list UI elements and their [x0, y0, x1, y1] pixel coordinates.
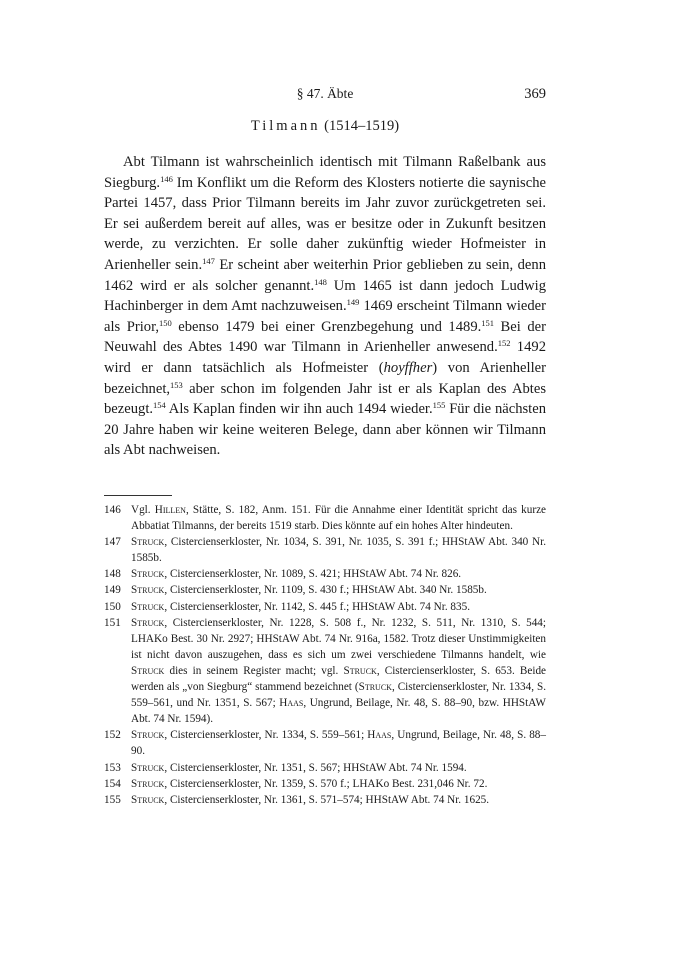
running-head-title: § 47. Äbte — [296, 86, 354, 101]
section-heading-name: Tilmann — [250, 118, 321, 134]
page-number: 369 — [524, 86, 546, 102]
body-text-run: Er scheint aber weiterhin Prior geblieben zu sein, denn 1462 wird er als solcher genannt. — [104, 256, 546, 294]
footnote-text: Struck, Cistercienserkloster, Nr. 1334, S. 559–561; Haas, Ungrund, Beilage, Nr. 48, S. 88–90. — [131, 729, 546, 758]
footnote-number: 146 — [104, 504, 121, 516]
body-text-run: 1492 wird er dann tatsächlich als Hofmeister ( — [104, 339, 546, 376]
footnote-ref[interactable]: 146 — [160, 173, 173, 184]
body-text-run: 1469 erscheint Tilmann wieder als Prior, — [104, 298, 546, 335]
body-text-run: aber schon im folgenden Jahr ist er als Kaplan des Abtes bezeugt. — [104, 380, 546, 418]
body-text-run: Abt Tilmann ist wahrscheinlich identisch mit Tilmann Raßelbank aus Siegburg. — [104, 154, 546, 191]
footnote — [104, 615, 546, 728]
body-text — [104, 152, 546, 461]
footnote — [104, 776, 546, 792]
footnote-number: 154 — [104, 777, 121, 790]
footnote-ref[interactable]: 148 — [314, 276, 327, 287]
footnote-ref[interactable]: 147 — [202, 255, 215, 266]
body-paragraph — [104, 152, 546, 461]
footnote-ref[interactable]: 154 — [153, 400, 166, 411]
footnote-text: Struck, Cistercienserkloster, Nr. 1142, S. 445 f.; HHStAW Abt. 74 Nr. 835. — [131, 600, 471, 613]
footnote-number: 153 — [104, 761, 121, 774]
body-text-run: Für die nächsten 20 Jahre haben wir keine weiteren Belege, dann aber können wir Tilmann als Abt nachweisen. — [104, 401, 546, 459]
footnote-number: 149 — [104, 584, 121, 597]
footnote-ref[interactable]: 153 — [170, 379, 183, 390]
footnote-number: 151 — [104, 616, 121, 629]
body-text-italic: hoyffher — [383, 359, 433, 376]
footnote-text: Struck, Cistercienserkloster, Nr. 1359, S. 570 f.; LHAKo Best. 231,046 Nr. 72. — [131, 777, 488, 790]
footnote-text: Struck, Cistercienserkloster, Nr. 1228, S. 508 f., Nr. 1232, S. 511, Nr. 1310, S. 544; LHAKo Best. 30 Nr. 2927; HHStAW Abt. 74 Nr. 916a, 1582. Trotz dieser Unstimmigkeiten ist nicht davon auszugehen, dass es sich um zwei verschiedene Tilmanns handelt, wie Struck dies in seinem Register macht; vgl. Struck, Cistercienserkloster, S. 653. Beide werden als „von Siegburg“ stammend bezeichnet (Struck, Cistercienserkloster, Nr. 1334, S. 559–561, und Nr. 1351, S. 567; Haas, Ungrund, Beilage, Nr. 48, S. 88–90, bzw. HHStAW Abt. 74 Nr. 1594). — [131, 616, 547, 726]
footnote-divider — [104, 495, 172, 496]
footnote — [104, 727, 546, 759]
footnote — [104, 502, 546, 534]
footnote-text: Struck, Cistercienserkloster, Nr. 1034, S. 391, Nr. 1035, S. 391 f.; HHStAW Abt. 340 Nr. 1585b. — [131, 536, 546, 565]
footnote-text: Vgl. Hillen, Stätte, S. 182, Anm. 151. Für die Annahme einer Identität spricht das kurze Abbatiat Tilmanns, der bereits 1519 starb. Dies könnte auf ein hohes Alter hindeuten. — [131, 504, 547, 533]
footnote-number: 148 — [104, 568, 121, 581]
footnote-number: 150 — [104, 600, 121, 613]
footnote-ref[interactable]: 155 — [432, 400, 446, 411]
body-text-run: ) von Arienheller bezeichnet, — [104, 359, 546, 397]
body-text-run: Bei der Neuwahl des Abtes 1490 war Tilmann in Arienheller anwesend. — [104, 318, 546, 356]
footnote-ref[interactable]: 151 — [481, 317, 495, 328]
body-text-run: Als Kaplan finden wir ihn auch 1494 wieder. — [165, 401, 433, 418]
footnote — [104, 792, 546, 808]
body-text-run: Im Konflikt um die Reform des Klosters notierte die saynische Partei 1457, dass Prior Tilmann bereits im Jahr zuvor zurückgetreten sei. Er sei außerdem bereit auf alles, was er besitze oder in Zukunft besitzen werde, zu verzichten. Er solle daher zukünftig wieder Hofmeister in Arienheller sein. — [104, 174, 546, 273]
footnote-number: 152 — [104, 729, 121, 742]
footnote — [104, 582, 546, 598]
footnote — [104, 760, 546, 776]
footnote-ref[interactable]: 152 — [497, 338, 511, 349]
footnote-text: Struck, Cistercienserkloster, Nr. 1351, S. 567; HHStAW Abt. 74 Nr. 1594. — [131, 761, 467, 774]
footnote-number: 147 — [104, 536, 121, 549]
footnote — [104, 534, 546, 566]
footnote-ref[interactable]: 149 — [346, 297, 360, 308]
footnote-text: Struck, Cistercienserkloster, Nr. 1109, S. 430 f.; HHStAW Abt. 340 Nr. 1585b. — [131, 584, 487, 597]
footnotes — [104, 502, 546, 808]
footnote-text: Struck, Cistercienserkloster, Nr. 1361, S. 571–574; HHStAW Abt. 74 Nr. 1625. — [131, 793, 490, 806]
body-text-run: ebenso 1479 bei einer Grenzbegehung und 1489. — [171, 318, 482, 335]
footnote — [104, 599, 546, 615]
footnote-number: 155 — [104, 793, 121, 806]
footnote-text: Struck, Cistercienserkloster, Nr. 1089, S. 421; HHStAW Abt. 74 Nr. 826. — [131, 568, 462, 581]
running-head — [104, 86, 546, 106]
footnote-ref[interactable]: 150 — [159, 317, 172, 328]
section-heading — [104, 118, 546, 135]
section-heading-years: (1514–1519) — [324, 118, 400, 134]
body-text-run: Um 1465 ist dann jedoch Ludwig Hachinberger in dem Amt nachzuweisen. — [104, 277, 546, 315]
footnote — [104, 566, 546, 582]
